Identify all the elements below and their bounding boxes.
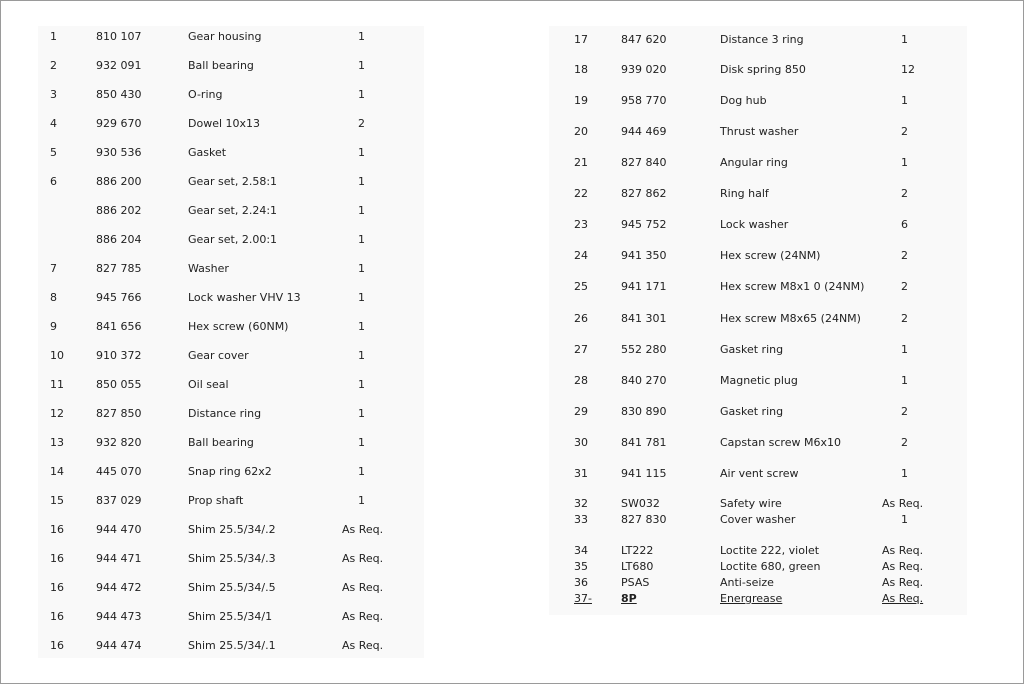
item-number: 22 [574, 187, 588, 200]
part-number: 944 474 [96, 639, 142, 652]
quantity: 6 [901, 218, 908, 231]
table-row [38, 260, 424, 278]
part-number: 837 029 [96, 494, 142, 507]
part-description: Shim 25.5/34/.2 [188, 523, 276, 536]
part-number: 939 020 [621, 63, 667, 76]
table-row [38, 86, 424, 104]
table-row [38, 637, 424, 655]
table-row [38, 202, 424, 220]
item-number: 31 [574, 467, 588, 480]
item-number: 23 [574, 218, 588, 231]
part-description: Dog hub [720, 94, 767, 107]
part-number: 810 107 [96, 30, 142, 43]
quantity: As Req. [342, 639, 384, 652]
part-description: Thrust washer [720, 125, 799, 138]
part-number: 944 469 [621, 125, 667, 138]
table-row [549, 465, 967, 483]
part-description: Dowel 10x13 [188, 117, 261, 130]
part-description: Shim 25.5/34/.1 [188, 639, 276, 652]
item-number: 33 [574, 513, 588, 526]
quantity: As Req. [882, 497, 924, 510]
item-number: 24 [574, 249, 588, 262]
item-number: 16 [50, 639, 64, 652]
item-number: 25 [574, 280, 588, 293]
part-number: 840 270 [621, 374, 667, 387]
part-description: Ring half [720, 187, 769, 200]
table-row [549, 403, 967, 421]
item-number: 11 [50, 378, 64, 391]
part-number: SW032 [621, 497, 660, 510]
table-row [38, 57, 424, 75]
table-row [38, 521, 424, 539]
part-description: Disk spring 850 [720, 63, 806, 76]
part-description: Capstan screw M6x10 [720, 436, 841, 449]
part-description: Shim 25.5/34/.3 [188, 552, 276, 565]
parts-list-left [38, 26, 424, 658]
part-number: 944 472 [96, 581, 142, 594]
part-description: Gear housing [188, 30, 262, 43]
quantity: As Req. [342, 552, 384, 565]
part-number: 827 785 [96, 262, 142, 275]
item-number: 19 [574, 94, 588, 107]
part-number: 945 752 [621, 218, 667, 231]
item-number: 9 [50, 320, 57, 333]
quantity: 1 [901, 374, 908, 387]
part-description: Gear set, 2.58:1 [188, 175, 278, 188]
quantity: 2 [901, 280, 908, 293]
quantity: 1 [358, 146, 365, 159]
item-number: 16 [50, 552, 64, 565]
part-number: 445 070 [96, 465, 142, 478]
table-row [549, 278, 967, 296]
quantity: 1 [358, 378, 365, 391]
quantity: 1 [358, 407, 365, 420]
table-row [549, 310, 967, 328]
item-number: 32 [574, 497, 588, 510]
item-number: 20 [574, 125, 588, 138]
part-number: 944 473 [96, 610, 142, 623]
table-row [38, 173, 424, 191]
part-number: LT680 [621, 560, 654, 573]
part-description: Distance ring [188, 407, 262, 420]
item-number: 6 [50, 175, 57, 188]
part-description: Gasket ring [720, 405, 784, 418]
item-number: 15 [50, 494, 64, 507]
part-number: LT222 [621, 544, 654, 557]
table-row [38, 115, 424, 133]
part-description: Ball bearing [188, 59, 254, 72]
part-number: 944 470 [96, 523, 142, 536]
table-row [549, 590, 967, 608]
item-number: 30 [574, 436, 588, 449]
table-row [549, 185, 967, 203]
quantity: 2 [901, 436, 908, 449]
quantity: 1 [358, 349, 365, 362]
table-row [38, 463, 424, 481]
item-number: 36 [574, 576, 588, 589]
item-number: 16 [50, 523, 64, 536]
table-row [38, 376, 424, 394]
part-number: 827 862 [621, 187, 667, 200]
part-number: 941 350 [621, 249, 667, 262]
part-description: Hex screw M8x1 0 (24NM) [720, 280, 865, 293]
table-row [549, 216, 967, 234]
part-description: Loctite 680, green [720, 560, 821, 573]
part-number: 886 202 [96, 204, 142, 217]
item-number: 14 [50, 465, 64, 478]
item-number: 5 [50, 146, 57, 159]
table-row [38, 144, 424, 162]
part-description: Safety wire [720, 497, 782, 510]
table-row [38, 231, 424, 249]
item-number: 12 [50, 407, 64, 420]
quantity: 1 [358, 494, 365, 507]
part-number: 850 430 [96, 88, 142, 101]
part-description: Washer [188, 262, 229, 275]
part-number: 941 115 [621, 467, 667, 480]
part-number: 958 770 [621, 94, 667, 107]
quantity: 1 [901, 156, 908, 169]
item-number: 28 [574, 374, 588, 387]
quantity: 1 [901, 33, 908, 46]
part-number: 932 820 [96, 436, 142, 449]
table-row [38, 550, 424, 568]
part-description: Gasket [188, 146, 227, 159]
part-number: 929 670 [96, 117, 142, 130]
quantity: 12 [901, 63, 915, 76]
quantity: 1 [358, 465, 365, 478]
part-description: Distance 3 ring [720, 33, 804, 46]
item-number: 17 [574, 33, 588, 46]
part-number: 930 536 [96, 146, 142, 159]
quantity: 2 [901, 125, 908, 138]
item-number: 16 [50, 581, 64, 594]
table-row [549, 123, 967, 141]
part-description: Snap ring 62x2 [188, 465, 272, 478]
part-number: 945 766 [96, 291, 142, 304]
part-number: 841 781 [621, 436, 667, 449]
table-row [549, 511, 967, 529]
item-number: 27 [574, 343, 588, 356]
part-description: Gear set, 2.00:1 [188, 233, 278, 246]
part-number: 841 301 [621, 312, 667, 325]
quantity: 1 [358, 262, 365, 275]
item-number: 16 [50, 610, 64, 623]
item-number: 8 [50, 291, 57, 304]
part-description: Prop shaft [188, 494, 244, 507]
part-number: 944 471 [96, 552, 142, 565]
table-row [38, 347, 424, 365]
item-number: 29 [574, 405, 588, 418]
item-number: 13 [50, 436, 64, 449]
part-number: 841 656 [96, 320, 142, 333]
part-number: 827 830 [621, 513, 667, 526]
part-number: 827 840 [621, 156, 667, 169]
table-row [38, 608, 424, 626]
part-description: Loctite 222, violet [720, 544, 820, 557]
table-row [38, 579, 424, 597]
parts-list-right [549, 26, 967, 615]
table-row [38, 289, 424, 307]
item-number: 21 [574, 156, 588, 169]
quantity: As Req. [882, 576, 924, 589]
part-number: 830 890 [621, 405, 667, 418]
part-description: Hex screw (24NM) [720, 249, 821, 262]
table-row [549, 61, 967, 79]
item-number: 26 [574, 312, 588, 325]
item-number: 18 [574, 63, 588, 76]
part-description: Lock washer VHV 13 [188, 291, 301, 304]
part-description: Energrease [720, 592, 783, 605]
quantity: 1 [358, 175, 365, 188]
part-description: Hex screw M8x65 (24NM) [720, 312, 861, 325]
item-number: 7 [50, 262, 57, 275]
part-description: O-ring [188, 88, 223, 101]
quantity: 2 [901, 405, 908, 418]
part-description: Anti-seize [720, 576, 774, 589]
quantity: As Req. [882, 544, 924, 557]
part-description: Angular ring [720, 156, 788, 169]
quantity: 1 [901, 467, 908, 480]
table-row [549, 154, 967, 172]
part-number: 910 372 [96, 349, 142, 362]
item-number: 1 [50, 30, 57, 43]
table-row [549, 372, 967, 390]
part-number: 932 091 [96, 59, 142, 72]
quantity: 1 [358, 436, 365, 449]
quantity: 1 [358, 233, 365, 246]
part-number: 941 171 [621, 280, 667, 293]
quantity: 1 [901, 94, 908, 107]
item-number: 4 [50, 117, 57, 130]
part-description: Gear set, 2.24:1 [188, 204, 278, 217]
part-description: Magnetic plug [720, 374, 798, 387]
quantity: As Req. [882, 560, 924, 573]
quantity: 1 [358, 320, 365, 333]
part-number: 8P [621, 592, 637, 605]
quantity: As Req. [342, 610, 384, 623]
item-number: 37- [574, 592, 592, 605]
quantity: 1 [901, 343, 908, 356]
part-description: Oil seal [188, 378, 229, 391]
item-number: 10 [50, 349, 64, 362]
quantity: 2 [358, 117, 365, 130]
table-row [38, 405, 424, 423]
quantity: 1 [901, 513, 908, 526]
table-row [549, 31, 967, 49]
part-description: Ball bearing [188, 436, 254, 449]
table-row [549, 434, 967, 452]
part-description: Shim 25.5/34/1 [188, 610, 273, 623]
quantity: 1 [358, 291, 365, 304]
table-row [549, 92, 967, 110]
part-description: Shim 25.5/34/.5 [188, 581, 276, 594]
part-description: Air vent screw [720, 467, 799, 480]
quantity: As Req. [342, 581, 384, 594]
part-number: 847 620 [621, 33, 667, 46]
part-description: Cover washer [720, 513, 796, 526]
quantity: 1 [358, 59, 365, 72]
part-number: 850 055 [96, 378, 142, 391]
part-description: Lock washer [720, 218, 789, 231]
table-row [38, 492, 424, 510]
part-description: Gear cover [188, 349, 249, 362]
table-row [549, 341, 967, 359]
quantity: 1 [358, 88, 365, 101]
table-row [38, 434, 424, 452]
quantity: 2 [901, 249, 908, 262]
part-number: 552 280 [621, 343, 667, 356]
table-row [38, 318, 424, 336]
quantity: 2 [901, 187, 908, 200]
table-row [38, 28, 424, 46]
part-number: 827 850 [96, 407, 142, 420]
item-number: 3 [50, 88, 57, 101]
item-number: 34 [574, 544, 588, 557]
quantity: 2 [901, 312, 908, 325]
item-number: 2 [50, 59, 57, 72]
part-number: 886 200 [96, 175, 142, 188]
part-description: Gasket ring [720, 343, 784, 356]
part-description: Hex screw (60NM) [188, 320, 289, 333]
part-number: 886 204 [96, 233, 142, 246]
table-row [549, 247, 967, 265]
quantity: 1 [358, 30, 365, 43]
part-number: PSAS [621, 576, 650, 589]
item-number: 35 [574, 560, 588, 573]
quantity: As Req. [882, 592, 924, 605]
quantity: As Req. [342, 523, 384, 536]
quantity: 1 [358, 204, 365, 217]
